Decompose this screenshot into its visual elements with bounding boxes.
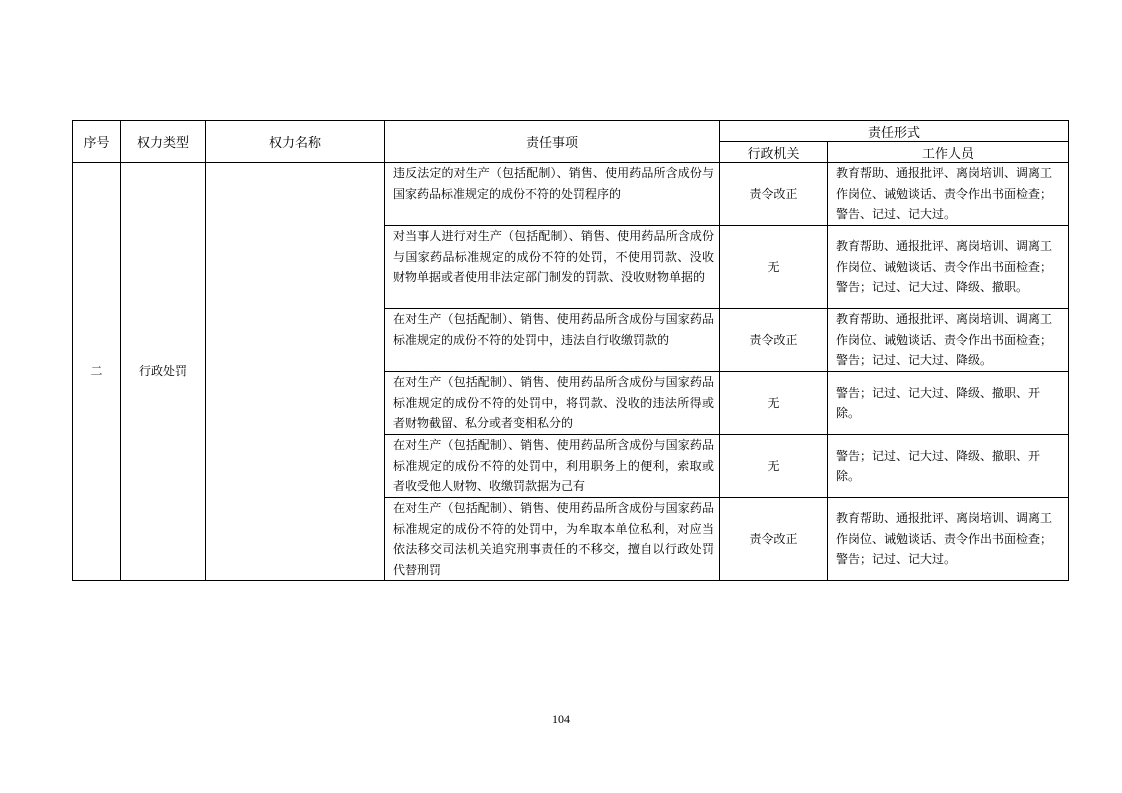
staff-cell: 警告；记过、记大过、降级、撤职、开除。 bbox=[828, 435, 1069, 498]
staff-cell: 教育帮助、通报批评、离岗培训、调离工作岗位、诫勉谈话、责令作出书面检查；警告；记过、记大过、降级、撤职。 bbox=[828, 226, 1069, 309]
agency-cell: 无 bbox=[720, 226, 828, 309]
staff-cell: 教育帮助、通报批评、离岗培训、调离工作岗位、诫勉谈话、责令作出书面检查；警告；记过、记大过、降级。 bbox=[828, 309, 1069, 372]
responsibility-table bbox=[72, 120, 1069, 581]
duty-cell: 对当事人进行对生产（包括配制）、销售、使用药品所含成份与国家药品标准规定的成份不符的处罚，不使用罚款、没收财物单据或者使用非法定部门制发的罚款、没收财物单据的 bbox=[385, 226, 720, 309]
header-responsibility-form: 责任形式 bbox=[720, 121, 1069, 142]
group-seq: 二 bbox=[73, 163, 121, 581]
agency-cell: 责令改正 bbox=[720, 163, 828, 226]
agency-cell: 责令改正 bbox=[720, 498, 828, 581]
duty-cell: 违反法定的对生产（包括配制）、销售、使用药品所含成份与国家药品标准规定的成份不符的处罚程序的 bbox=[385, 163, 720, 226]
duty-cell: 在对生产（包括配制）、销售、使用药品所含成份与国家药品标准规定的成份不符的处罚中，将罚款、没收的违法所得或者财物截留、私分或者变相私分的 bbox=[385, 372, 720, 435]
duty-cell: 在对生产（包括配制）、销售、使用药品所含成份与国家药品标准规定的成份不符的处罚中，利用职务上的便利，索取或者收受他人财物、收缴罚款据为己有 bbox=[385, 435, 720, 498]
header-power-name: 权力名称 bbox=[206, 121, 385, 163]
page-number: 104 bbox=[552, 712, 570, 726]
header-agency: 行政机关 bbox=[720, 142, 828, 163]
table-row bbox=[73, 163, 1069, 226]
duty-cell: 在对生产（包括配制）、销售、使用药品所含成份与国家药品标准规定的成份不符的处罚中，违法自行收缴罚款的 bbox=[385, 309, 720, 372]
staff-cell: 警告；记过、记大过、降级、撤职、开除。 bbox=[828, 372, 1069, 435]
staff-cell: 教育帮助、通报批评、离岗培训、调离工作岗位、诫勉谈话、责令作出书面检查；警告；记过、记大过。 bbox=[828, 498, 1069, 581]
duty-cell: 在对生产（包括配制）、销售、使用药品所含成份与国家药品标准规定的成份不符的处罚中，为牟取本单位私利，对应当依法移交司法机关追究刑事责任的不移交，擅自以行政处罚代替刑罚 bbox=[385, 498, 720, 581]
agency-cell: 无 bbox=[720, 435, 828, 498]
header-seq: 序号 bbox=[73, 121, 121, 163]
header-duty: 责任事项 bbox=[385, 121, 720, 163]
header-power-type: 权力类型 bbox=[121, 121, 206, 163]
staff-cell: 教育帮助、通报批评、离岗培训、调离工作岗位、诫勉谈话、责令作出书面检查；警告、记过、记大过。 bbox=[828, 163, 1069, 226]
agency-cell: 无 bbox=[720, 372, 828, 435]
header-staff: 工作人员 bbox=[828, 142, 1069, 163]
agency-cell: 责令改正 bbox=[720, 309, 828, 372]
group-power-name bbox=[206, 163, 385, 581]
group-power-type: 行政处罚 bbox=[121, 163, 206, 581]
